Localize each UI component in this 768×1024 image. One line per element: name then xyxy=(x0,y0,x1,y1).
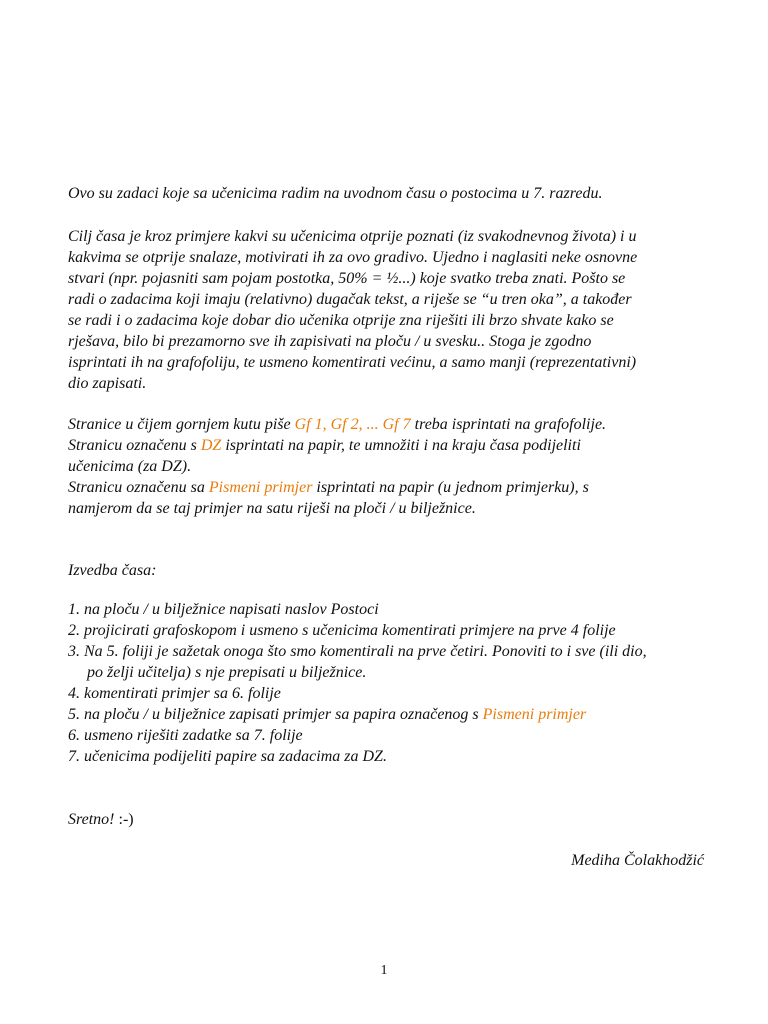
goal-line: Cilj časa je kroz primjere kakvi su učenicima otprije poznati (iz svakodnevnog života) i u xyxy=(68,228,637,245)
steps-list xyxy=(68,599,708,767)
goal-line: rješava, bilo bi prezamorno sve ih zapisivati na ploču / u svesku.. Stoga je zgodno xyxy=(68,333,592,350)
pages-line-pismeni xyxy=(68,477,708,498)
pages-text: isprintati na papir (u jednom primjerku), s xyxy=(312,479,589,496)
goal-line: radi o zadacima koji imaju (relativno) dugačak tekst, a riješe se “u tren oka”, a također xyxy=(68,291,632,308)
step-item: 4. komentirati primjer sa 6. folije xyxy=(68,685,281,702)
pages-text: treba isprintati na grafofolije. xyxy=(410,416,607,433)
pages-line-gf xyxy=(68,414,708,435)
intro-paragraph xyxy=(68,183,708,204)
goal-line: se radi i o zadacima koje dobar dio učenika otprije zna riješiti ili brzo shvate kako se xyxy=(68,312,614,329)
smiley: :-) xyxy=(114,811,134,828)
pages-line: namjerom da se taj primjer na satu riješi na ploči / u bilježnice. xyxy=(68,500,476,517)
page-number xyxy=(0,960,768,981)
dz-highlight: DZ xyxy=(200,437,222,454)
step-item-continuation: po želji učitelja) s nje prepisati u bilježnice. xyxy=(87,664,367,681)
pages-line: učenicima (za DZ). xyxy=(68,458,192,475)
pages-paragraph xyxy=(68,414,708,519)
pages-text: Stranice u čijem gornjem kutu piše xyxy=(68,416,295,433)
step-item: 1. na ploču / u bilježnice napisati naslov Postoci xyxy=(68,601,379,618)
pages-line-dz xyxy=(68,435,708,456)
howto-title-text: Izvedba časa: xyxy=(68,562,157,579)
page-number-text: 1 xyxy=(380,963,388,978)
goodbye-word: Sretno! xyxy=(68,811,115,828)
signature xyxy=(571,850,704,871)
goal-line: kakvima se otprije snalaze, motivirati ih za ovo gradivo. Ujedno i naglasiti neke osnovne xyxy=(68,249,638,266)
goodbye-line xyxy=(68,809,708,830)
step-item: 6. usmeno riješiti zadatke sa 7. folije xyxy=(68,727,303,744)
intro-text: Ovo su zadaci koje sa učenicima radim na uvodnom času o postocima u 7. razredu. xyxy=(68,185,603,202)
pages-text: Stranicu označenu s xyxy=(68,437,201,454)
pismeni-highlight: Pismeni primjer xyxy=(482,706,587,723)
goal-line: dio zapisati. xyxy=(68,375,147,392)
step-item: 2. projicirati grafoskopom i usmeno s učenicima komentirati primjere na prve 4 folije xyxy=(68,622,616,639)
step-item xyxy=(68,704,708,725)
step-text: 5. na ploču / u bilježnice zapisati primjer sa papira označenog s xyxy=(68,706,483,723)
pismeni-highlight: Pismeni primjer xyxy=(208,479,313,496)
goal-line: stvari (npr. pojasniti sam pojam postotka, 50% = ½...) koje svatko treba znati. Pošto se xyxy=(68,270,626,287)
howto-heading xyxy=(68,560,708,581)
step-item: 3. Na 5. foliji je sažetak onoga što smo komentirali na prve četiri. Ponoviti to i sve (ili dio, xyxy=(68,643,647,660)
signature-text: Mediha Čolakhodžić xyxy=(571,852,704,869)
pages-text: Stranicu označenu sa xyxy=(68,479,209,496)
pages-text: isprintati na papir, te umnožiti i na kraju časa podijeliti xyxy=(221,437,581,454)
goal-paragraph xyxy=(68,226,708,394)
step-item: 7. učenicima podijeliti papire sa zadacima za DZ. xyxy=(68,748,387,765)
goal-line: isprintati ih na grafofoliju, te usmeno komentirati većinu, a samo manji (reprezentativni) xyxy=(68,354,637,371)
gf-highlight: Gf 1, Gf 2, ... Gf 7 xyxy=(294,416,411,433)
